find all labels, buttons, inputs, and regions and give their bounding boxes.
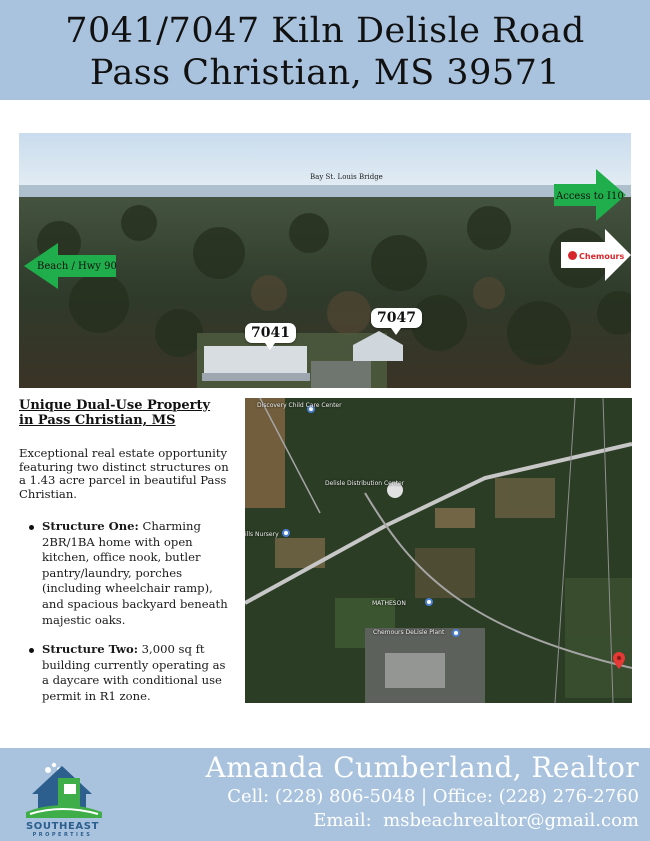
property-location-pin-icon [613, 652, 625, 669]
logo-wordmark [6, 821, 119, 838]
logo-main-text: SOUTHEAST [25, 821, 99, 832]
feature-list [19, 519, 234, 705]
feature-item-structure-one [42, 519, 234, 628]
listing-description [19, 398, 234, 719]
map-label-delisle: Delisle Distribution Center [325, 480, 405, 487]
bridge-label: Bay St. Louis Bridge [310, 173, 383, 181]
address-line-2: Pass Christian, MS 39571 [89, 53, 561, 93]
logo-sub-text: PROPERTIES [32, 832, 93, 838]
section-title-line-1: Unique Dual-Use Property [19, 398, 211, 413]
access-to-i10-label: Access to I10 [556, 191, 624, 202]
chemours-dot-icon [568, 251, 577, 260]
beach-hwy-90-label: Beach / Hwy 90 [37, 261, 117, 272]
chemours-plant-pin-icon [452, 629, 460, 637]
aerial-photo [19, 133, 631, 388]
phone-line: Cell: (228) 806-5048 | Office: (228) 276-2760 [227, 786, 639, 807]
callout-7041: 7041 [245, 323, 296, 343]
feature-text: 3,000 sq ft building currently operating as a daycare with conditional use permit in R1 zone. [42, 642, 226, 703]
agent-contact [205, 751, 639, 833]
feature-lead: Structure Two: [42, 642, 138, 657]
map-label-discovery: Discovery Child Care Center [257, 402, 342, 409]
satellite-map-illustration [245, 398, 632, 703]
nursery-pin-icon [282, 529, 290, 537]
feature-text: Charming 2BR/1BA home with open kitchen, office nook, butler pantry/laundry, porches (including wheelchair ramp), and spacious backyard beneath majestic oaks. [42, 519, 228, 627]
section-title [19, 398, 234, 428]
satellite-map [245, 398, 632, 703]
feature-lead: Structure One: [42, 519, 139, 533]
house-logo-icon [6, 756, 116, 820]
map-label-matheson: MATHESON [372, 600, 406, 607]
chemours-logo-text: Chemours [579, 252, 625, 261]
footer-banner [0, 748, 650, 841]
matheson-pin-icon [425, 598, 433, 606]
map-label-nursery: ills Nursery [245, 531, 279, 538]
callout-7047: 7047 [371, 308, 422, 328]
chemours-logo [568, 251, 624, 261]
intro-paragraph: Exceptional real estate opportunity featuring two distinct structures on a 1.43 acre parcel in beautiful Pass Christian. [19, 446, 229, 501]
feature-item-structure-two [42, 642, 234, 704]
address-line-1: 7041/7047 Kiln Delisle Road [65, 11, 585, 51]
map-label-chemours: Chemours DeLisle Plant [373, 629, 445, 636]
header-banner [0, 0, 650, 100]
section-title-line-2: in Pass Christian, MS [19, 413, 176, 428]
agent-name: Amanda Cumberland, Realtor [205, 751, 639, 784]
southeast-properties-logo [6, 756, 116, 836]
email-line: Email: msbeachrealtor@gmail.com [313, 810, 639, 831]
